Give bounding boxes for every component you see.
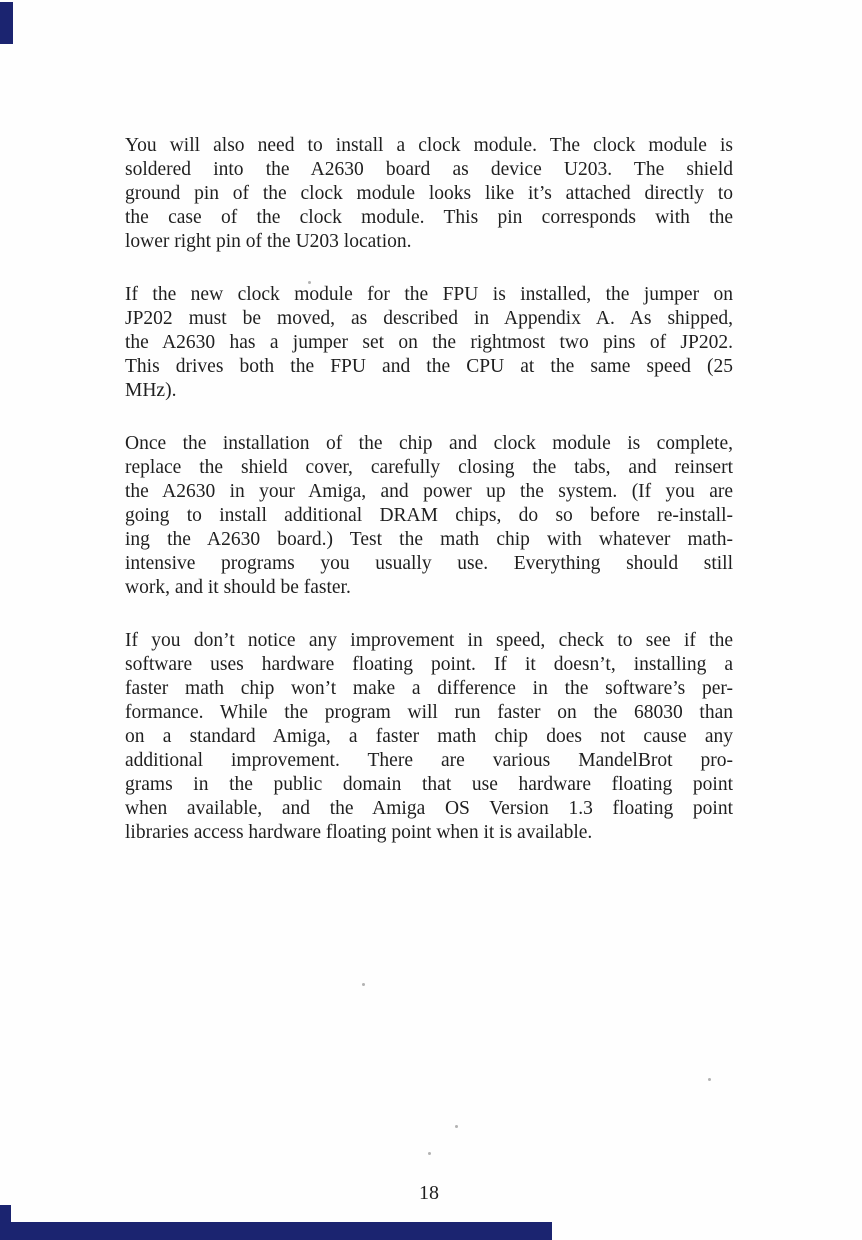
text-line: replace the shield cover, carefully closing the tabs, and reinsert — [125, 457, 733, 478]
scan-speck — [428, 1152, 431, 1155]
text-line: faster math chip won’t make a difference in the software’s per- — [125, 678, 733, 699]
text-line: ing the A2630 board.) Test the math chip with whatever math- — [125, 529, 733, 550]
text-line: You will also need to install a clock module. The clock module is — [125, 135, 733, 156]
text-line: the case of the clock module. This pin corresponds with the — [125, 207, 733, 228]
text-line: soldered into the A2630 board as device U203. The shield — [125, 159, 733, 180]
text-line: MHz). — [125, 380, 177, 401]
text-line: going to install additional DRAM chips, do so before re-install- — [125, 505, 733, 526]
page-number: 18 — [419, 1182, 439, 1204]
scan-edge-mark — [0, 2, 13, 44]
text-line: If the new clock module for the FPU is installed, the jumper on — [125, 284, 733, 305]
text-line: intensive programs you usually use. Everything should still — [125, 553, 733, 574]
text-line: formance. While the program will run faster on the 68030 than — [125, 702, 733, 723]
text-line: lower right pin of the U203 location. — [125, 231, 412, 252]
text-line: grams in the public domain that use hardware floating point — [125, 774, 733, 795]
text-line: work, and it should be faster. — [125, 577, 351, 598]
text-line: JP202 must be moved, as described in Appendix A. As shipped, — [125, 308, 733, 329]
scan-speck — [708, 1078, 711, 1081]
text-line: the A2630 in your Amiga, and power up the system. (If you are — [125, 481, 733, 502]
text-line: the A2630 has a jumper set on the rightmost two pins of JP202. — [125, 332, 733, 353]
text-line: software uses hardware floating point. If it doesn’t, installing a — [125, 654, 733, 675]
scan-speck — [455, 1125, 458, 1128]
text-line: when available, and the Amiga OS Version 1.3 floating point — [125, 798, 733, 819]
text-line: on a standard Amiga, a faster math chip does not cause any — [125, 726, 733, 747]
scan-edge-mark — [0, 1222, 552, 1240]
scan-speck — [362, 983, 365, 986]
paragraph — [125, 629, 733, 845]
text-line: This drives both the FPU and the CPU at the same speed (25 — [125, 356, 733, 377]
paragraph — [125, 432, 733, 600]
text-line: libraries access hardware floating point when it is available. — [125, 822, 593, 843]
text-line: Once the installation of the chip and clock module is complete, — [125, 433, 733, 454]
text-line: ground pin of the clock module looks like it’s attached directly to — [125, 183, 733, 204]
paragraph — [125, 283, 733, 403]
page-body — [125, 134, 733, 845]
paragraph — [125, 134, 733, 254]
text-line: additional improvement. There are various MandelBrot pro- — [125, 750, 733, 771]
text-line: If you don’t notice any improvement in speed, check to see if the — [125, 630, 733, 651]
